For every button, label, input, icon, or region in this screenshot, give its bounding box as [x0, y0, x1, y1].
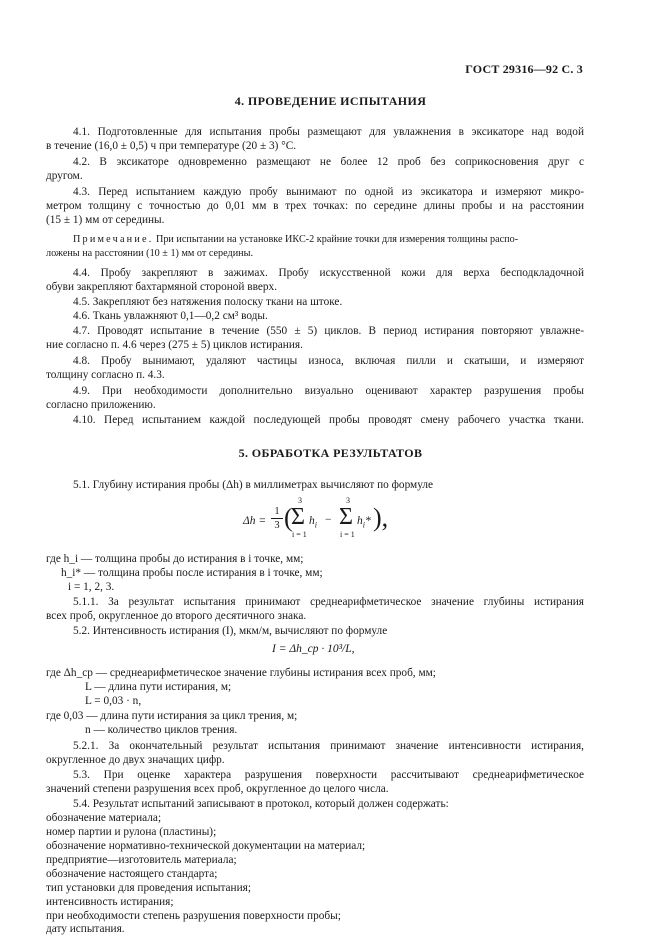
protocol-item-4: предприятие—изготовитель материала; [46, 854, 237, 866]
where-2-line-3: L = 0,03 · n, [85, 695, 142, 707]
para-4-5: 4.5. Закрепляют без натяжения полоску ткани на штоке. [73, 296, 343, 308]
para-4-1-line-1: 4.1. Подготовленные для испытания пробы размещают для увлажнения в эксикаторе над водой [73, 126, 584, 138]
where-2-line-5: n — количество циклов трения. [85, 724, 238, 736]
para-4-6: 4.6. Ткань увлажняют 0,1—0,2 см³ воды. [73, 310, 268, 322]
where-2-line-2: L — длина пути истирания, м; [85, 681, 232, 693]
para-4-1-line-2: в течение (16,0 ± 0,5) ч при температуре (20 ± 3) °С. [46, 140, 297, 152]
para-4-3-line-2: метром толщину с точностью до 0,01 мм в трех точках: по середине длины пробы и на расстоянии [46, 200, 584, 212]
para-4-4-line-1: 4.4. Пробу закрепляют в зажимах. Пробу искусственной кожи для верха бесподкладочной [73, 267, 584, 279]
para-5-2-1-line-2: округленное до двух значащих цифр. [46, 754, 225, 766]
where-1-line-2: h_i* — толщина пробы после истирания в i точке, мм; [61, 567, 323, 579]
note-label: Примечание. [73, 234, 154, 245]
para-5-2-1-line-1: 5.2.1. За окончательный результат испытания принимают значение интенсивности истирания, [73, 740, 584, 752]
protocol-item-3: обозначение нормативно-технической документации на материал; [46, 840, 366, 852]
para-4-2-line-1: 4.2. В эксикаторе одновременно размещают не более 12 проб без соприкосновения друг с [73, 156, 584, 168]
para-4-4-line-2: обуви закрепляют бахтармяной стороной вверх. [46, 281, 278, 293]
sum2-lower: i = 1 [340, 530, 355, 539]
h-i-star: $h_i*$ [357, 515, 371, 530]
sum2-upper: 3 [346, 496, 350, 505]
sum1-lower: i = 1 [292, 530, 307, 539]
where-2-line-4: где 0,03 — длина пути истирания за цикл трения, м; [46, 710, 298, 722]
protocol-item-1: обозначение материала; [46, 812, 162, 824]
protocol-item-9: дату испытания. [46, 923, 125, 935]
para-5-2: 5.2. Интенсивность истирания (I), мкм/м, вычисляют по формуле [73, 625, 388, 637]
fraction-numerator: 1 [274, 506, 280, 517]
where-2-line-1: где Δh_ср — среднеарифметическое значение глубины истирания всех проб, мм; [46, 667, 436, 679]
para-4-2-line-2: другом. [46, 170, 83, 182]
protocol-item-5: обозначение настоящего стандарта; [46, 868, 218, 880]
formula-lhs: Δh = [243, 515, 267, 527]
para-4-7-line-1: 4.7. Проводят испытание в течение (550 ± 5) циклов. В период истирания повторяют увлажне- [73, 325, 584, 337]
para-4-8-line-2: толщину согласно п. 4.3. [46, 369, 165, 381]
close-paren: ), [373, 503, 389, 532]
para-5-3-line-2: значений степени разрушения всех проб, округленное до целого числа. [46, 783, 389, 795]
where-1-line-3: i = 1, 2, 3. [68, 581, 115, 593]
formula-fraction [271, 506, 283, 531]
para-5-1: 5.1. Глубину истирания пробы (Δh) в миллиметрах вычисляют по формуле [73, 479, 433, 491]
formula-intensity: I = Δh_ср · 10³/L, [272, 643, 355, 655]
note-line-2: ложены на расстоянии (10 ± 1) мм от середины. [46, 248, 254, 259]
protocol-item-7: интенсивность истирания; [46, 896, 174, 908]
section-5-title: 5. ОБРАБОТКА РЕЗУЛЬТАТОВ [238, 446, 423, 460]
where-1-line-1: где h_i — толщина пробы до истирания в i точке, мм; [46, 553, 304, 565]
para-4-9-line-1: 4.9. При необходимости дополнительно визуально оценивают характер разрушения пробы [73, 385, 584, 397]
section-4-title: 4. ПРОВЕДЕНИЕ ИСПЫТАНИЯ [234, 94, 427, 108]
page-header: ГОСТ 29316—92 С. 3 [465, 62, 583, 76]
protocol-item-8: при необходимости степень разрушения поверхности пробы; [46, 910, 341, 922]
para-5-4: 5.4. Результат испытаний записывают в протокол, который должен содержать: [73, 798, 449, 810]
para-5-1-1-line-1: 5.1.1. За результат испытания принимают среднеарифметическое значение глубины истирания [73, 596, 584, 608]
sum1-upper: 3 [298, 496, 302, 505]
fraction-bar [271, 518, 283, 519]
open-paren: ( [284, 503, 293, 532]
para-5-3-line-1: 5.3. При оценке характера разрушения поверхности рассчитывают среднеарифметическое [73, 769, 584, 781]
protocol-item-2: номер партии и рулона (пластины); [46, 826, 217, 838]
para-4-7-line-2: ние согласно п. 4.6 через (275 ± 5) циклов истирания. [46, 339, 303, 351]
para-4-8-line-1: 4.8. Пробу вынимают, удаляют частицы износа, включая пилли и скатыши, и измеряют [73, 355, 584, 367]
sum2-sigma: Σ [339, 504, 353, 530]
fraction-denominator: 3 [274, 520, 280, 531]
para-4-9-line-2: согласно приложению. [46, 399, 156, 411]
para-5-1-1-line-2: всех проб, округленное до второго десятичного знака. [46, 610, 307, 622]
h-i: $h_i$ [309, 515, 317, 530]
protocol-item-6: тип установки для проведения испытания; [46, 882, 251, 894]
minus-sign: − [325, 514, 332, 526]
para-4-3-line-3: (15 ± 1) мм от середины. [46, 214, 165, 226]
note-text: При испытании на установке ИКС-2 крайние точки для измерения толщины распо- [155, 234, 519, 245]
sum1-sigma: Σ [291, 504, 305, 530]
note-line-1 [73, 233, 584, 247]
para-4-3-line-1: 4.3. Перед испытанием каждую пробу вынимают по одной из эксикатора и измеряют микро- [73, 186, 584, 198]
para-4-10: 4.10. Перед испытанием каждой последующей пробы проводят смену рабочего участка ткани. [73, 414, 584, 426]
